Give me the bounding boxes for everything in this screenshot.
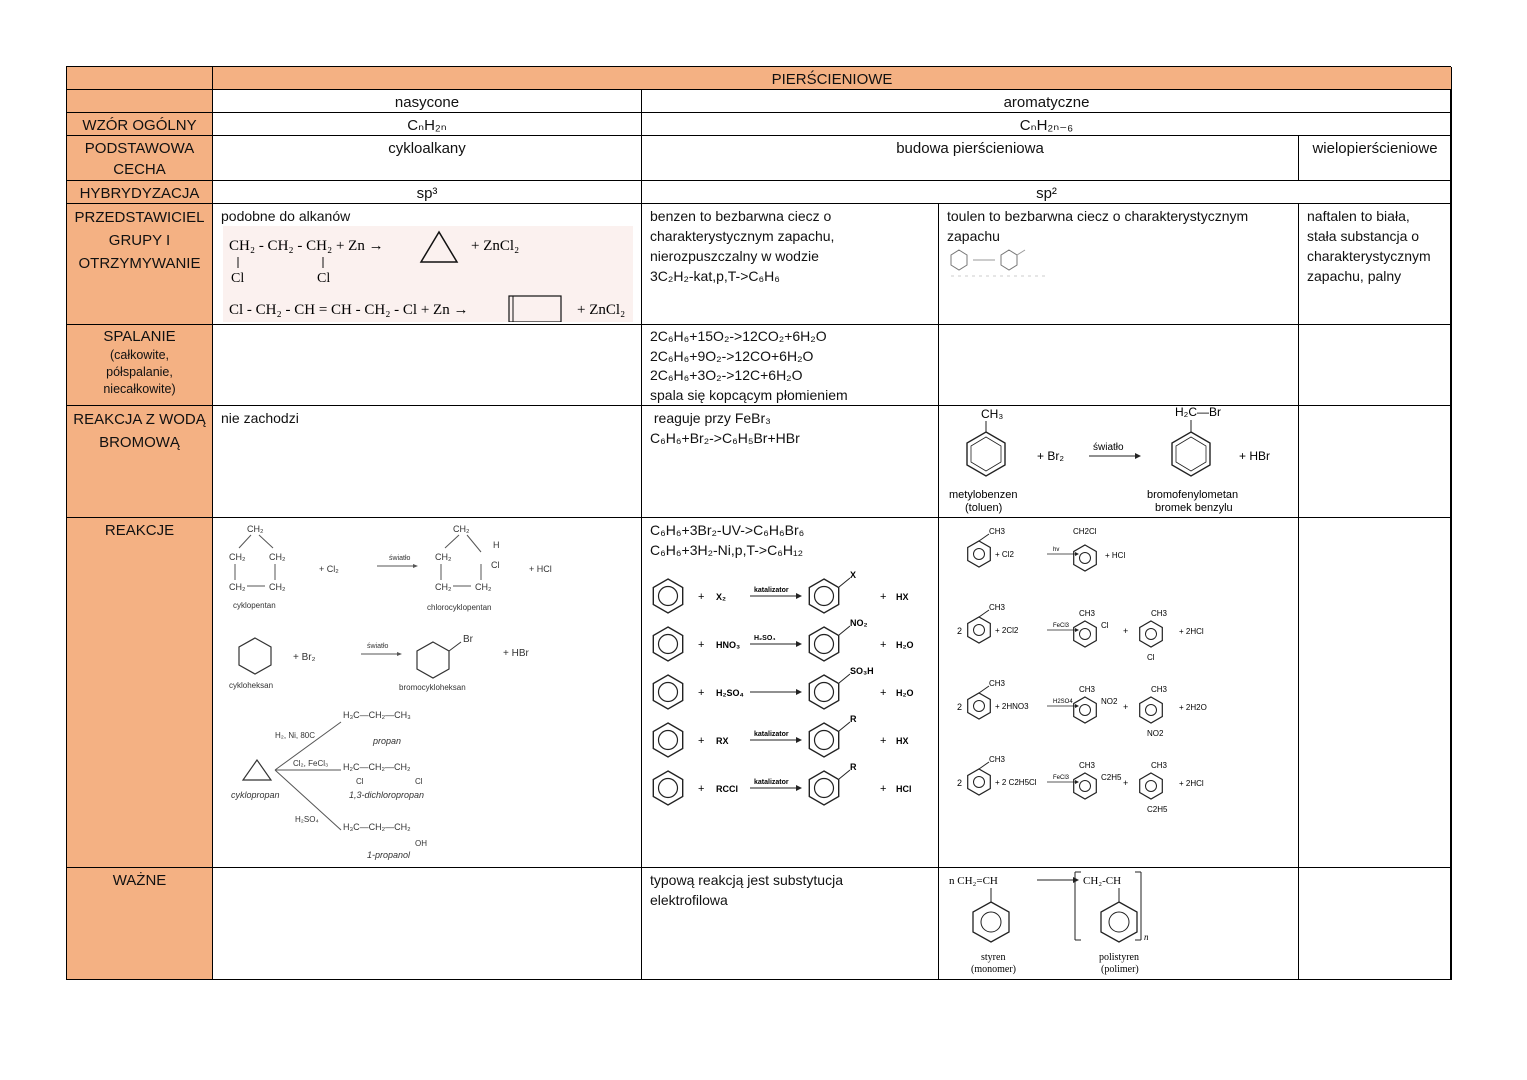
caption: (toluen) xyxy=(965,502,1003,514)
aromatic-circle-icon xyxy=(815,587,834,606)
bond-line xyxy=(839,674,850,683)
byproduct-label: + 2HCl xyxy=(1179,779,1204,788)
byproduct-label: HX xyxy=(896,736,909,746)
plus-sign: + xyxy=(880,735,887,747)
svg-text:CH₂: CH₂ xyxy=(269,552,286,562)
byproduct-label: HX xyxy=(896,592,909,602)
aromatic-circle-icon xyxy=(659,731,678,750)
benzene-ring-icon xyxy=(1140,773,1163,799)
aromatic-circle-icon xyxy=(1109,912,1129,932)
benzene-ring-icon xyxy=(1172,432,1210,476)
toluene-reactions-svg xyxy=(939,518,1297,866)
plus-sign: + xyxy=(880,591,887,603)
reagent-label: + Cl2 xyxy=(995,550,1014,559)
plus-sign: + xyxy=(698,639,705,651)
ch3-label: CH3 xyxy=(1079,609,1096,618)
line: nierozpuszczalny w wodzie xyxy=(650,248,819,264)
plus-sign: + xyxy=(698,735,705,747)
cycloalkane-reactions-svg xyxy=(213,518,641,866)
przedst-nasycone xyxy=(213,204,642,325)
aromatic-circle-icon xyxy=(815,635,834,654)
svg-text:OH: OH xyxy=(415,839,427,848)
arrowhead-icon xyxy=(1075,628,1079,632)
caption: metylobenzen xyxy=(949,489,1018,501)
label-wazne: WAŻNE xyxy=(67,868,213,980)
line: elektrofilowa xyxy=(650,892,728,908)
spalanie-toluen xyxy=(939,325,1299,406)
svg-text:Br: Br xyxy=(463,634,473,645)
cyclo-r1-text: CH₂ - CH₂ - CH₂ + Zn → xyxy=(229,238,384,254)
benzene-ring-icon xyxy=(1074,621,1097,647)
styrene-polymerization-svg xyxy=(939,868,1297,978)
wazne-benzen xyxy=(642,868,939,980)
arrowhead-icon xyxy=(796,641,802,647)
svg-text:cyklopentan: cyklopentan xyxy=(233,601,276,610)
benzene-ring-icon xyxy=(653,675,682,709)
plus-sign: + xyxy=(698,591,705,603)
benzene-ring-icon xyxy=(809,579,838,613)
bond-line xyxy=(839,722,850,731)
bromocyclohexane-icon xyxy=(417,642,449,678)
arrowhead-icon xyxy=(1135,453,1141,459)
line: benzen to bezbarwna ciecz o xyxy=(650,208,832,224)
caption: bromofenylometan xyxy=(1147,489,1239,501)
aromatic-circle-icon xyxy=(659,779,678,798)
styrene-formula: n CH₂=CH xyxy=(949,875,998,887)
aromatic-circle-icon xyxy=(981,912,1001,932)
substituent-label: X xyxy=(850,570,857,580)
svg-text:Cl: Cl xyxy=(356,777,364,786)
reagent-label: X₂ xyxy=(716,592,727,602)
plus-sign: + xyxy=(1123,626,1129,636)
byproduct-label: + 2HCl xyxy=(1179,627,1204,636)
reakcje-nasycone xyxy=(213,518,642,868)
ch3-label: CH3 xyxy=(989,755,1006,764)
reagent-label: + 2 C2H5Cl xyxy=(995,778,1037,787)
label-bromowa: REAKCJA Z WODĄ BROMOWĄ xyxy=(67,406,213,518)
svg-text:+ Cl₂: + Cl₂ xyxy=(319,564,339,574)
svg-text:H₂C—CH₂—CH₂: H₂C—CH₂—CH₂ xyxy=(343,762,411,772)
plus-sign: + xyxy=(698,687,705,699)
byproduct-label: + HCl xyxy=(1105,551,1126,560)
benzene-ring-icon xyxy=(1074,773,1097,799)
caption: polistyren xyxy=(1099,952,1139,963)
para-substituent-label: C2H5 xyxy=(1147,805,1168,814)
substituent-label: SO₃H xyxy=(850,666,874,676)
line: zapachu, palny xyxy=(1307,268,1402,284)
cl-label: Cl xyxy=(231,271,245,286)
benzene-ring-icon xyxy=(809,675,838,709)
cecha-nasycone: cykloalkany xyxy=(213,136,642,181)
spalanie-sub: niecałkowite) xyxy=(103,382,176,396)
plus-sign: + xyxy=(880,639,887,651)
plus-sign: + xyxy=(880,783,887,795)
bromowa-naftalen xyxy=(1299,406,1452,518)
przedst-naftalen xyxy=(1299,204,1452,325)
svg-text:światło: światło xyxy=(389,555,411,562)
line: 2C₆H₆+9O₂->12CO+6H₂O xyxy=(650,347,814,364)
header-nasycone: nasycone xyxy=(213,90,642,113)
caption: bromek benzylu xyxy=(1155,502,1233,514)
svg-text:1,3-dichloropropan: 1,3-dichloropropan xyxy=(349,790,425,800)
line: zapachu xyxy=(947,228,1000,244)
line: 3C₂H₂-kat,p,T->C₆H₆ xyxy=(650,268,780,284)
byproduct-label: H₂O xyxy=(896,640,914,650)
benzene-ring-icon xyxy=(653,627,682,661)
rectangle-icon xyxy=(509,296,561,322)
ch3-label: CH₃ xyxy=(981,407,1004,421)
bromowa-nasycone: nie zachodzi xyxy=(213,406,642,518)
przedst-toluen xyxy=(939,204,1299,325)
plus-sign: + xyxy=(1123,778,1129,788)
reagent-label: HNO₃ xyxy=(716,640,741,650)
benzene-ring-icon xyxy=(1101,902,1137,942)
svg-text:cykloheksan: cykloheksan xyxy=(229,681,274,690)
toluene-bromination-svg xyxy=(939,406,1297,516)
svg-text:Cl: Cl xyxy=(415,777,423,786)
line: typową reakcją jest substytucja xyxy=(650,872,843,888)
benzene-ring-icon xyxy=(968,693,991,719)
svg-text:Cl: Cl xyxy=(491,560,500,570)
arrowhead-icon xyxy=(796,593,802,599)
svg-text:cyklopropan: cyklopropan xyxy=(231,790,280,800)
benzene-ring-icon xyxy=(809,627,838,661)
benzene-ring-icon xyxy=(967,432,1005,476)
reakcje-benzen-text xyxy=(642,518,938,562)
wazne-toluen xyxy=(939,868,1299,980)
ch3-label: CH3 xyxy=(989,679,1006,688)
line: charakterystycznym xyxy=(1307,248,1431,264)
svg-text:CH₂: CH₂ xyxy=(269,582,286,592)
hbr-label: + HBr xyxy=(1239,449,1271,463)
plus-sign: + xyxy=(880,687,887,699)
reagent-label: H₂SO₄ xyxy=(716,688,744,698)
svg-text:+ HCl: + HCl xyxy=(529,564,552,574)
benzene-ring-icon xyxy=(809,723,838,757)
label-hybr: HYBRYDYZACJA xyxy=(67,181,213,204)
coefficient: 2 xyxy=(957,778,963,788)
ortho-substituent-label: Cl xyxy=(1101,621,1109,630)
reagent-label: + 2HNO3 xyxy=(995,702,1029,711)
reakcje-naftalen xyxy=(1299,518,1452,868)
benzene-ring-icon xyxy=(968,769,991,795)
wazne-nasycone xyxy=(213,868,642,980)
aromatic-circle-icon xyxy=(659,635,678,654)
ch3-label: CH3 xyxy=(1079,685,1096,694)
catalyst-label: H₂SO₄ xyxy=(754,635,776,642)
przedst-benzen xyxy=(642,204,939,325)
benzene-ring-inner xyxy=(971,437,1001,471)
line: C₆H₆+3Br₂-UV->C₆H₆Br₆ xyxy=(650,522,805,538)
caption: styren xyxy=(981,952,1006,963)
bond-line xyxy=(979,534,989,541)
cyclopropane-icon xyxy=(243,760,271,780)
n-label: n xyxy=(1144,932,1149,942)
aromatic-circle-icon xyxy=(974,549,985,560)
reakcje-benzen xyxy=(642,518,939,868)
label-wzor: WZÓR OGÓLNY xyxy=(67,113,213,136)
aromatic-circle-icon xyxy=(974,701,985,712)
cecha-aromatyczne: budowa pierścieniowa xyxy=(642,136,1299,181)
aromatic-circle-icon xyxy=(1080,705,1091,716)
aromatic-circle-icon xyxy=(974,777,985,788)
svg-text:H₃C—CH₂—CH₃: H₃C—CH₂—CH₃ xyxy=(343,710,411,720)
reakcje-toluen xyxy=(939,518,1299,868)
benzene-ring-icon xyxy=(653,723,682,757)
substituent-label: NO₂ xyxy=(850,618,868,628)
bond-line xyxy=(979,762,989,769)
svg-text:CH₂: CH₂ xyxy=(247,524,264,534)
label-cecha: PODSTAWOWA CECHA xyxy=(67,136,213,181)
svg-text:CH₂: CH₂ xyxy=(229,582,246,592)
aromatic-circle-icon xyxy=(1080,553,1091,564)
svg-text:CH₂: CH₂ xyxy=(229,552,246,562)
svg-text:H₃C—CH₂—CH₂: H₃C—CH₂—CH₂ xyxy=(343,822,411,832)
benzene-ring-inner xyxy=(1176,437,1206,471)
substituent-label: R xyxy=(850,714,857,724)
header-aromatyczne: aromatyczne xyxy=(642,90,1452,113)
bromowa-benzen xyxy=(642,406,939,518)
label-reakcje: REAKCJE xyxy=(67,518,213,868)
svg-text:światło: światło xyxy=(367,643,389,650)
benzene-ring-icon xyxy=(968,617,991,643)
benzene-ring-icon xyxy=(973,902,1009,942)
catalyst-label: katalizator xyxy=(754,731,789,738)
ch3-label: CH3 xyxy=(989,527,1006,536)
spalanie-naftalen xyxy=(1299,325,1452,406)
svg-text:propan: propan xyxy=(373,736,402,746)
line: 2C₆H₆+3O₂->12C+6H₂O xyxy=(650,367,803,383)
bond-line xyxy=(839,578,850,587)
spalanie-sub: półspalanie, xyxy=(106,365,173,379)
spalanie-benzen xyxy=(642,325,939,406)
condition-label: H2SO4 xyxy=(1053,699,1073,705)
aromatic-circle-icon xyxy=(815,779,834,798)
catalyst-label: katalizator xyxy=(754,587,789,594)
coefficient: 2 xyxy=(957,626,963,636)
line: toulen to bezbarwna ciecz o charakterystycznym xyxy=(947,208,1249,224)
header-pierscieniowe: PIERŚCIENIOWE xyxy=(213,67,1452,90)
ortho-substituent-label: NO2 xyxy=(1101,697,1118,706)
svg-text:CH₂: CH₂ xyxy=(475,582,492,592)
benzene-substitution-svg xyxy=(642,564,938,864)
line: C₆H₆+3H₂-Ni,p,T->C₆H₁₂ xyxy=(650,542,804,558)
polystyrene-formula: CH₂-CH xyxy=(1083,875,1122,887)
ch3-label: CH3 xyxy=(1151,609,1168,618)
hybr-nasycone: sp³ xyxy=(213,181,642,204)
ch3-label: CH3 xyxy=(1151,761,1168,770)
empty-label-cell xyxy=(67,90,213,113)
arrowhead-icon xyxy=(796,689,802,695)
condition-label: hv xyxy=(1053,547,1060,553)
line: stała substancja o xyxy=(1307,228,1420,244)
reagent-label: RCCl xyxy=(716,784,738,794)
plus-sign: + xyxy=(1123,702,1129,712)
ch2br-label: H₂C—Br xyxy=(1175,406,1221,419)
svg-text:H₂SO₄: H₂SO₄ xyxy=(295,815,319,824)
svg-text:chlorocyklopentan: chlorocyklopentan xyxy=(427,603,492,612)
benzene-ring-icon xyxy=(1140,621,1163,647)
ortho-substituent-label: C2H5 xyxy=(1101,773,1122,782)
byproduct-label: HCl xyxy=(896,784,912,794)
cyclo-r2-text: Cl - CH₂ - CH = CH - CH₂ - Cl + Zn → xyxy=(229,302,469,318)
przedst-nasycone-text: podobne do alkanów xyxy=(221,208,351,224)
benzene-ring-icon xyxy=(1140,697,1163,723)
toluene-synthesis-mini-svg xyxy=(947,246,1067,280)
cyclohexane-icon xyxy=(239,638,271,674)
svg-text:CH₂: CH₂ xyxy=(435,582,452,592)
arrowhead-icon xyxy=(1075,780,1079,784)
bond-line xyxy=(979,610,989,617)
spalanie-sub: (całkowite, xyxy=(109,348,170,362)
svg-text:+ HBr: + HBr xyxy=(503,648,529,659)
benzene-ring-icon xyxy=(968,541,991,567)
svg-text:H₂, Ni, 80C: H₂, Ni, 80C xyxy=(275,731,316,740)
svg-text:bromocykloheksan: bromocykloheksan xyxy=(399,683,466,692)
substituent-label: R xyxy=(850,762,857,772)
aromatic-circle-icon xyxy=(659,683,678,702)
para-substituent-label: NO2 xyxy=(1147,729,1164,738)
ch3-label: CH3 xyxy=(989,603,1006,612)
bond-line xyxy=(979,686,989,693)
byproduct-label: H₂O xyxy=(896,688,914,698)
benzene-ring-icon xyxy=(1074,697,1097,723)
wzor-aromatyczne: CₙH₂ₙ₋₆ xyxy=(642,113,1452,136)
plus-sign: + xyxy=(698,783,705,795)
coefficient: 2 xyxy=(957,702,963,712)
line: spala się kopcącym płomieniem xyxy=(650,386,848,403)
hybr-aromatyczne: sp² xyxy=(642,181,1452,204)
para-substituent-label: Cl xyxy=(1147,653,1155,662)
cyclo-r1-prod: + ZnCl₂ xyxy=(471,238,520,254)
aromatic-circle-icon xyxy=(1146,781,1157,792)
svg-text:H: H xyxy=(493,540,500,550)
svg-text:Cl₂, FeCl₃: Cl₂, FeCl₃ xyxy=(293,759,329,768)
line: reaguje przy FeBr₃ xyxy=(650,410,771,426)
label-spalanie xyxy=(67,325,213,406)
wzor-nasycone: CₙH₂ₙ xyxy=(213,113,642,136)
aromatic-circle-icon xyxy=(1146,705,1157,716)
corner-cell xyxy=(67,67,213,90)
cyclopropane-synthesis-svg xyxy=(223,226,633,322)
svg-text:CH₂: CH₂ xyxy=(453,524,470,534)
catalyst-label: katalizator xyxy=(754,779,789,786)
ch3-label: CH3 xyxy=(1079,761,1096,770)
cecha-wielo: wielopierścieniowe xyxy=(1299,136,1452,181)
arrowhead-icon xyxy=(1075,552,1079,556)
arrowhead-icon xyxy=(796,737,802,743)
aromatic-circle-icon xyxy=(815,731,834,750)
benzene-ring-icon xyxy=(653,579,682,613)
spalanie-title: SPALANIE xyxy=(103,328,176,345)
caption: (polimer) xyxy=(1101,964,1139,975)
wazne-naftalen xyxy=(1299,868,1452,980)
arrowhead-icon xyxy=(796,785,802,791)
bromowa-toluen xyxy=(939,406,1299,518)
condition-label: światło xyxy=(1093,442,1124,453)
triangle-icon xyxy=(421,232,457,262)
reagent-label: + 2Cl2 xyxy=(995,626,1019,635)
cl-label: Cl xyxy=(317,271,331,286)
benzene-ring-icon xyxy=(809,771,838,805)
label-przedst: PRZEDSTAWICIEL GRUPY I OTRZYMYWANIE xyxy=(67,204,213,325)
benzene-ring-icon xyxy=(653,771,682,805)
bond-line xyxy=(839,770,850,779)
condition-label: FeCl3 xyxy=(1053,775,1070,781)
svg-text:1-propanol: 1-propanol xyxy=(367,850,411,860)
line: naftalen to biała, xyxy=(1307,208,1410,224)
line: 2C₆H₆+15O₂->12CO₂+6H₂O xyxy=(650,328,827,344)
cyclo-r2-prod: + ZnCl₂ xyxy=(577,302,626,318)
aromatic-circle-icon xyxy=(1080,781,1091,792)
aromatic-circle-icon xyxy=(1080,629,1091,640)
reagent-label: RX xyxy=(716,736,729,746)
bond-line xyxy=(839,626,850,635)
byproduct-label: + 2H2O xyxy=(1179,703,1207,712)
aromatic-circle-icon xyxy=(815,683,834,702)
arrowhead-icon xyxy=(1073,877,1079,883)
aromatic-circle-icon xyxy=(659,587,678,606)
br2-label: + Br₂ xyxy=(1037,449,1064,463)
line: charakterystycznym zapachu, xyxy=(650,228,835,244)
arrowhead-icon xyxy=(1075,704,1079,708)
aromatic-circle-icon xyxy=(1146,629,1157,640)
svg-text:CH₂: CH₂ xyxy=(435,552,452,562)
spalanie-nasycone xyxy=(213,325,642,406)
ch3-label: CH3 xyxy=(1151,685,1168,694)
svg-text:+ Br₂: + Br₂ xyxy=(293,652,316,663)
benzene-ring-icon xyxy=(1074,545,1097,571)
caption: (monomer) xyxy=(971,964,1016,975)
product-label: CH2Cl xyxy=(1073,527,1097,536)
condition-label: FeCl3 xyxy=(1053,623,1070,629)
aromatic-circle-icon xyxy=(974,625,985,636)
line: C₆H₆+Br₂->C₆H₅Br+HBr xyxy=(650,430,800,446)
cyclo-reactions-box xyxy=(223,226,633,322)
